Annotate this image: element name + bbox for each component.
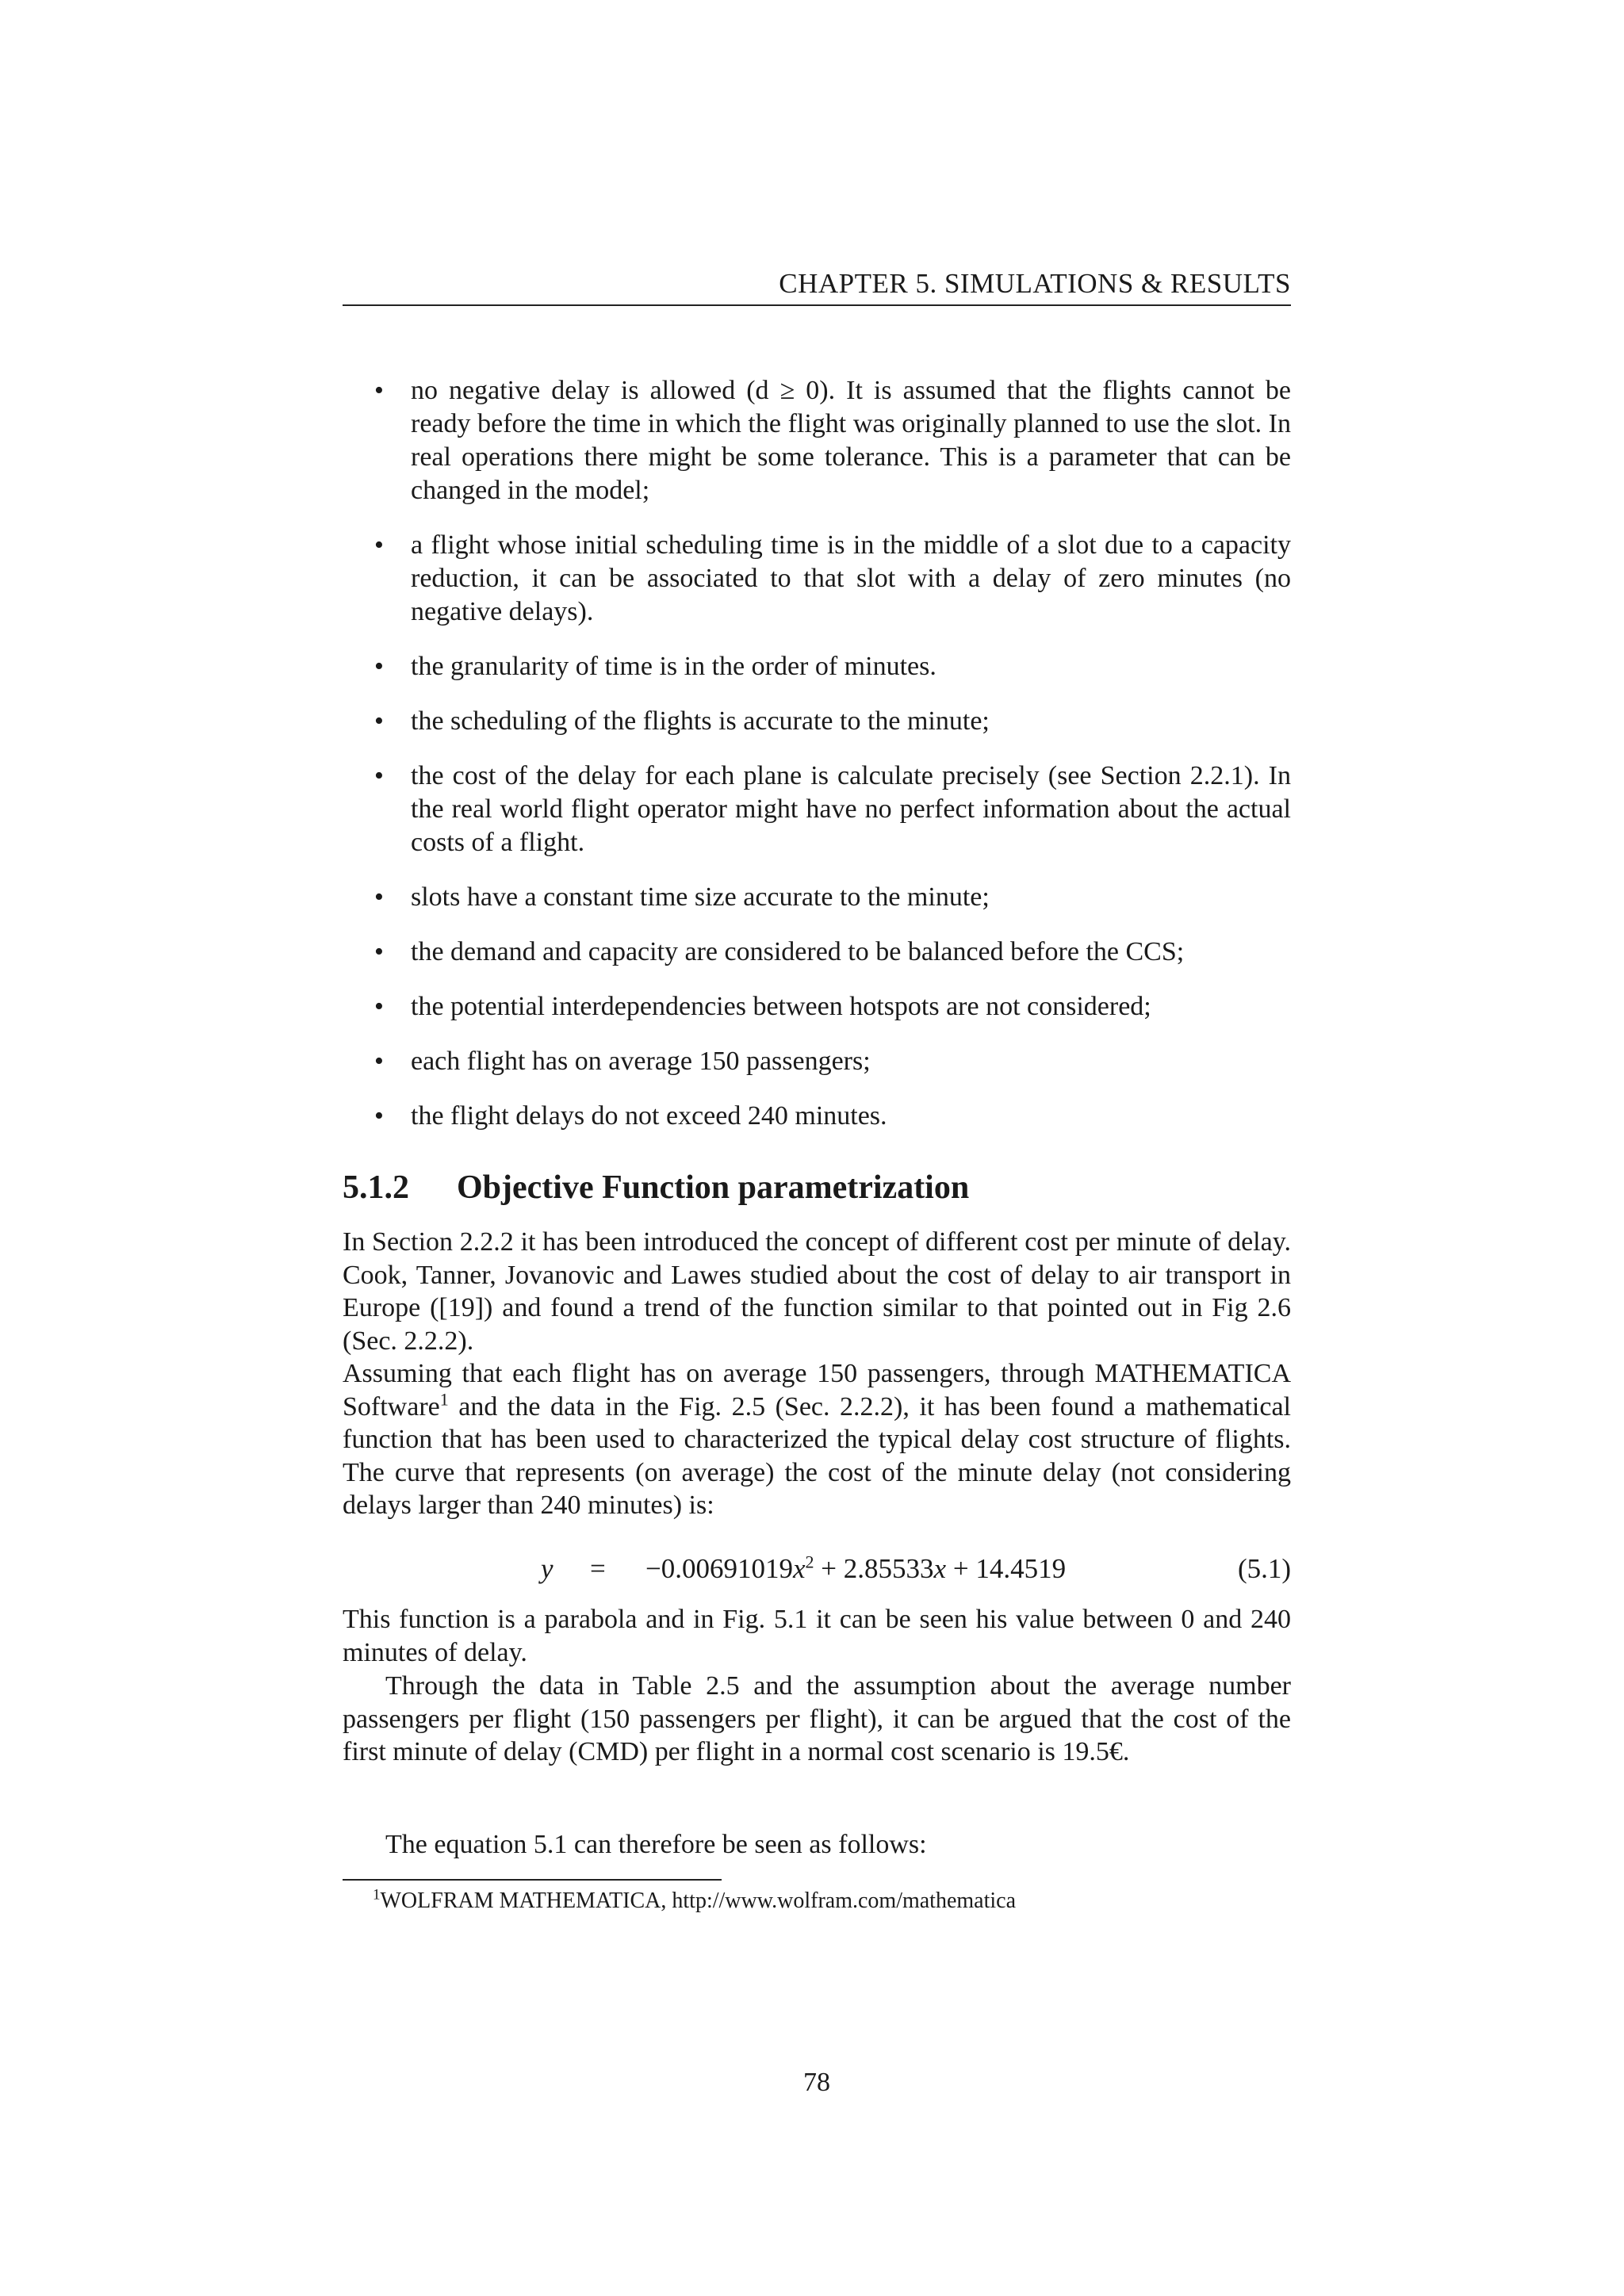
bullet-icon: • bbox=[374, 652, 384, 681]
paragraph-text: and the data in the Fig. 2.5 (Sec. 2.2.2), it has been found a mathematical function that has been used to characterized the typical delay cost structure of flights. The curve that represents (on average) the cost of the minute delay (not considering delays larger than 240 minutes) is: bbox=[343, 1391, 1291, 1521]
list-item bbox=[343, 760, 1291, 859]
list-item-text: the granularity of time is in the order of minutes. bbox=[411, 652, 936, 681]
equation-rhs bbox=[645, 1551, 1066, 1587]
list-item bbox=[343, 936, 1291, 969]
equation-exponent: 2 bbox=[805, 1552, 814, 1572]
list-item bbox=[343, 881, 1291, 914]
equation-equals: = bbox=[590, 1553, 606, 1584]
footnote-number: 1 bbox=[373, 1886, 381, 1904]
footnote-rule bbox=[343, 1879, 722, 1881]
list-item bbox=[343, 1100, 1291, 1133]
list-item bbox=[343, 650, 1291, 683]
equation-variable: x bbox=[933, 1553, 947, 1584]
section-heading bbox=[343, 1165, 1291, 1210]
equation-coefficient: + 2.85533 bbox=[814, 1553, 934, 1584]
equation-constant: + 14.4519 bbox=[946, 1553, 1067, 1584]
paragraph-parabola: This function is a parabola and in Fig. 5.1 it can be seen his value between 0 and 240 minutes of delay. bbox=[343, 1605, 1291, 1667]
list-item-text: a flight whose initial scheduling time is in the middle of a slot due to a capacity reduction, it can be associated to that slot with a delay of zero minutes (no negative delays). bbox=[411, 530, 1291, 626]
bullet-icon: • bbox=[374, 937, 384, 966]
list-item-text: the flight delays do not exceed 240 minutes. bbox=[411, 1101, 887, 1131]
equation-coefficient: −0.00691019 bbox=[645, 1553, 793, 1584]
bullet-icon: • bbox=[374, 992, 384, 1021]
list-item bbox=[343, 529, 1291, 629]
paragraph-cmd: Through the data in Table 2.5 and the assumption about the average number passengers per flight (150 passengers per flight), it can be argued that the cost of the first minute of delay (CMD) per flight in a normal cost scenario is 19.5€. bbox=[343, 1671, 1291, 1767]
list-item bbox=[343, 990, 1291, 1024]
paragraph-text: Assuming that each flight has on average 150 passengers, through MATHEMATICA Software bbox=[343, 1359, 1291, 1422]
list-item-text: each flight has on average 150 passengers; bbox=[411, 1047, 871, 1076]
running-head: CHAPTER 5. SIMULATIONS & RESULTS bbox=[779, 268, 1291, 299]
equation-lhs: y bbox=[541, 1553, 553, 1584]
bullet-icon: • bbox=[374, 1101, 384, 1131]
paragraph-assumption bbox=[343, 1357, 1291, 1522]
section-title: Objective Function parametrization bbox=[457, 1169, 970, 1206]
paragraph-equation-intro: The equation 5.1 can therefore be seen as follows: bbox=[385, 1830, 927, 1859]
equation-5-1 bbox=[343, 1551, 1291, 1587]
bullet-icon: • bbox=[374, 530, 384, 560]
equation-label: (5.1) bbox=[1237, 1553, 1291, 1584]
bullet-icon: • bbox=[374, 376, 384, 405]
footnote bbox=[373, 1887, 1285, 1915]
list-item bbox=[343, 705, 1291, 738]
footnote-text: WOLFRAM MATHEMATICA, http://www.wolfram.com/mathematica bbox=[380, 1888, 1017, 1913]
bullet-icon: • bbox=[374, 1047, 384, 1076]
list-item-text: no negative delay is allowed (d ≥ 0). It is assumed that the flights cannot be ready before the time in which the flight was originally planned to use the slot. In real operations there might be some tolerance. This is a parameter that can be changed in the model; bbox=[411, 376, 1291, 505]
list-item bbox=[343, 1045, 1291, 1078]
section-number: 5.1.2 bbox=[343, 1169, 409, 1206]
list-item-text: the demand and capacity are considered to be balanced before the CCS; bbox=[411, 937, 1185, 966]
list-item-text: the potential interdependencies between hotspots are not considered; bbox=[411, 992, 1151, 1021]
list-item-text: the scheduling of the flights is accurate to the minute; bbox=[411, 706, 990, 736]
list-item-text: slots have a constant time size accurate to the minute; bbox=[411, 882, 990, 912]
bullet-icon: • bbox=[374, 761, 384, 790]
paragraph-intro: In Section 2.2.2 it has been introduced the concept of different cost per minute of delay. Cook, Tanner, Jovanovic and Lawes studied about the cost of delay to air transport in Europe ([19]) and found a trend of the function similar to that pointed out in Fig 2.6 (Sec. 2.2.2). bbox=[343, 1227, 1291, 1356]
list-item-text: the cost of the delay for each plane is calculate precisely (see Section 2.2.1). In the real world flight operator might have no perfect information about the actual costs of a flight. bbox=[411, 761, 1291, 857]
equation-variable: x bbox=[793, 1553, 806, 1584]
bullet-icon: • bbox=[374, 706, 384, 736]
assumption-list bbox=[343, 374, 1291, 1154]
list-item bbox=[343, 374, 1291, 507]
footnote-marker: 1 bbox=[439, 1389, 449, 1410]
page-number: 78 bbox=[803, 2068, 830, 2097]
bullet-icon: • bbox=[374, 882, 384, 912]
header-rule bbox=[343, 304, 1291, 306]
